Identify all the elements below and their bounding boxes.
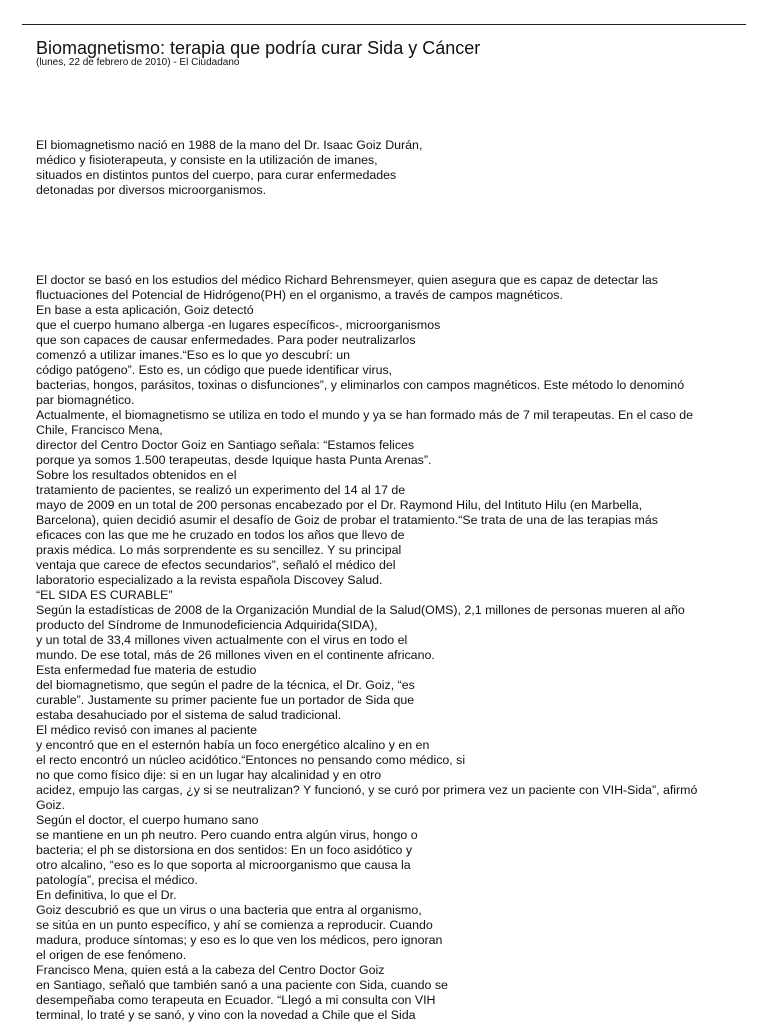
body-line: madura, produce síntomas; y eso es lo que ven los médicos, pero ignoran	[36, 933, 443, 947]
body-line: eficaces con las que me he cruzado en todos los años que llevo de	[36, 528, 405, 542]
body-line: curable”. Justamente su primer paciente fue un portador de Sida que	[36, 693, 415, 707]
body-line: se sitúa en un punto específico, y ahí se comienza a reproducir. Cuando	[36, 918, 433, 932]
body-line: porque ya somos 1.500 terapeutas, desde Iquique hasta Punta Arenas”.	[36, 453, 432, 467]
body-line: En definitiva, lo que el Dr.	[36, 888, 177, 902]
body-line: en Santiago, señaló que también sanó a una paciente con Sida, cuando se	[36, 978, 448, 992]
body-line: que son capaces de causar enfermedades. Para poder neutralizarlos	[36, 333, 416, 347]
body-line: bacteria; el ph se distorsiona en dos sentidos: En un foco asidótico y	[36, 843, 413, 857]
intro-line: situados en distintos puntos del cuerpo, para curar enfermedades	[36, 168, 397, 182]
body-line: que el cuerpo humano alberga -en lugares específicos-, microorganismos	[36, 318, 441, 332]
body-line: Goiz.	[36, 798, 65, 812]
body-line: el origen de ese fenómeno.	[36, 948, 187, 962]
body-line: terminal, lo traté y se sanó, y vino con la novedad a Chile que el Sida	[36, 1008, 416, 1022]
body-line: Según el doctor, el cuerpo humano sano	[36, 813, 259, 827]
body-line: praxis médica. Lo más sorprendente es su sencillez. Y su principal	[36, 543, 402, 557]
body-line: El médico revisó con imanes al paciente	[36, 723, 258, 737]
body-line: laboratorio especializado a la revista española Discovey Salud.	[36, 573, 383, 587]
body-line: producto del Síndrome de Inmunodeficiencia Adquirida(SIDA),	[36, 618, 378, 632]
body-line: fluctuaciones del Potencial de Hidrógeno(PH) en el organismo, a través de campos magnéticos.	[36, 288, 563, 302]
body-line: desempeñaba como terapeuta en Ecuador. “Llegó a mi consulta con VIH	[36, 993, 436, 1007]
body-text	[36, 273, 748, 1023]
body-line: Chile, Francisco Mena,	[36, 423, 163, 437]
body-line: par biomagnético.	[36, 393, 135, 407]
intro-line: médico y fisioterapeuta, y consiste en la utilización de imanes,	[36, 153, 378, 167]
body-line: código patógeno”. Esto es, un código que puede identificar virus,	[36, 363, 393, 377]
top-rule	[22, 24, 746, 25]
body-line: En base a esta aplicación, Goiz detectó	[36, 303, 254, 317]
body-line: patología”, precisa el médico.	[36, 873, 198, 887]
body-line: mundo. De ese total, más de 26 millones viven en el continente africano.	[36, 648, 435, 662]
body-line: “EL SIDA ES CURABLE”	[36, 588, 173, 602]
body-line: mayo de 2009 en un total de 200 personas encabezado por el Dr. Raymond Hilu, del Intituto Hilu (en Marbella,	[36, 498, 643, 512]
article-title: Biomagnetismo: terapia que podría curar Sida y Cáncer	[36, 38, 481, 58]
body-line: otro alcalino, “eso es lo que soporta al microorganismo que causa la	[36, 858, 411, 872]
body-line: ventaja que carece de efectos secundarios”, señaló el médico del	[36, 558, 396, 572]
intro-paragraph	[36, 138, 748, 198]
body-line: El doctor se basó en los estudios del médico Richard Behrensmeyer, quien asegura que es capaz de detectar las	[36, 273, 658, 287]
body-line: Barcelona), quien decidió asumir el desafío de Goiz de probar el tratamiento.“Se trata de una de las terapias más	[36, 513, 658, 527]
intro-line: El biomagnetismo nació en 1988 de la mano del Dr. Isaac Goiz Durán,	[36, 138, 423, 152]
body-line: tratamiento de pacientes, se realizó un experimento del 14 al 17 de	[36, 483, 406, 497]
article-dateline: (lunes, 22 de febrero de 2010) - El Ciudadano	[36, 57, 240, 68]
body-line: del biomagnetismo, que según el padre de la técnica, el Dr. Goiz, “es	[36, 678, 415, 692]
body-line: comenzó a utilizar imanes.“Eso es lo que yo descubrí: un	[36, 348, 351, 362]
body-line: Sobre los resultados obtenidos en el	[36, 468, 237, 482]
body-line: y encontró que en el esternón había un foco energético alcalino y en en	[36, 738, 430, 752]
intro-line: detonadas por diversos microorganismos.	[36, 183, 267, 197]
body-line: no que como físico dije: si en un lugar hay alcalinidad y en otro	[36, 768, 382, 782]
body-line: el recto encontró un núcleo acidótico.“Entonces no pensando como médico, si	[36, 753, 466, 767]
body-line: director del Centro Doctor Goiz en Santiago señala: “Estamos felices	[36, 438, 415, 452]
body-line: Francisco Mena, quien está a la cabeza del Centro Doctor Goiz	[36, 963, 385, 977]
body-line: bacterias, hongos, parásitos, toxinas o disfunciones”, y eliminarlos con campos magnéticos. Este método lo denominó	[36, 378, 685, 392]
body-line: y un total de 33,4 millones viven actualmente con el virus en todo el	[36, 633, 408, 647]
body-line: se mantiene en un ph neutro. Pero cuando entra algún virus, hongo o	[36, 828, 418, 842]
body-line: Actualmente, el biomagnetismo se utiliza en todo el mundo y ya se han formado más de 7 mil terapeutas. En el caso de	[36, 408, 694, 422]
body-line: estaba desahuciado por el sistema de salud tradicional.	[36, 708, 342, 722]
body-line: Según la estadísticas de 2008 de la Organización Mundial de la Salud(OMS), 2,1 millones de personas mueren al año	[36, 603, 685, 617]
body-line: acidez, empujo las cargas, ¿y si se neutralizan? Y funcionó, y se curó por primera vez un paciente con VIH-Sida”, afirmó	[36, 783, 698, 797]
body-line: Esta enfermedad fue materia de estudio	[36, 663, 257, 677]
body-line: Goiz descubrió es que un virus o una bacteria que entra al organismo,	[36, 903, 422, 917]
